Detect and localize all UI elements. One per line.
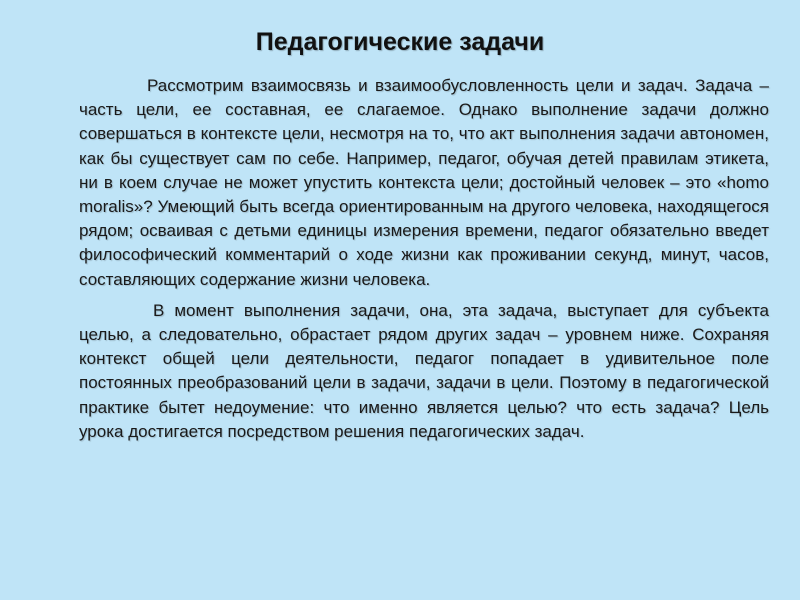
slide-title: Педагогические задачи <box>255 28 545 56</box>
paragraph-1: Рассмотрим взаимосвязь и взаимообусловленность цели и задач. Задача – часть цели, ее составная, ее слагаемое. Однако выполнение задачи должно совершаться в контексте цели, несмотря на то, что акт выполнения задачи автономен, как бы существует сам по себе. Например, педагог, обучая детей правилам этикета, ни в коем случае не может упустить контекста цели; достойный человек – это «homo moralis»? Умеющий быть всегда ориентированным на другого человека, находящегося рядом; осваивая с детьми единицы измерения времени, педагог обязательно введет философический комментарий о ходе жизни как проживании секунд, минут, часов, составляющих содержание жизни человека. <box>79 76 769 289</box>
slide-body <box>79 74 769 444</box>
paragraph-2: В момент выполнения задачи, она, эта задача, выступает для субъекта целью, а следовательно, обрастает рядом других задач – уровнем ниже. Сохраняя контекст общей цели деятельности, педагог попадает в удивительное поле постоянных преобразований цели в задачи, задачи в цели. Поэтому в педагогической практике бытет недоумение: что именно является целью? что есть задача? Цель урока достигается посредством решения педагогических задач. <box>79 300 769 441</box>
